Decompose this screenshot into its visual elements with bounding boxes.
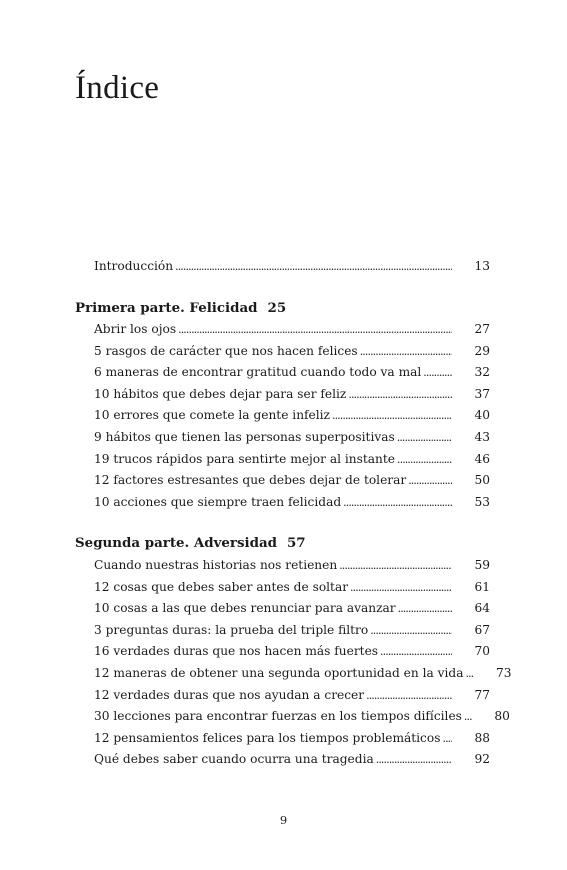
toc-entry[interactable] [94,579,490,596]
toc-entry-title: 10 acciones que siempre traen felicidad [94,494,342,509]
dot-leader [175,258,452,275]
dot-leader [408,472,452,489]
toc-entry-page: 61 [474,579,490,594]
toc-entry[interactable] [94,364,490,381]
part-label: Segunda parte. Adversidad [75,535,277,551]
toc-entry-page: 37 [474,386,490,401]
part-page: 57 [286,535,306,551]
toc-entry[interactable] [94,751,490,768]
toc-entry[interactable] [94,622,490,639]
toc-entry[interactable] [94,730,490,747]
dot-leader [464,708,472,725]
dot-leader [339,557,452,574]
toc-entry-page: 50 [474,473,490,488]
toc-entry-title: 12 pensamientos felices para los tiempos problemáticos [94,730,441,745]
toc-entry-page: 46 [474,451,490,466]
dot-leader [370,622,452,639]
part-heading-2[interactable] [75,535,306,551]
toc-entry[interactable] [94,386,490,403]
toc-entry-title: 10 errores que comete la gente infeliz [94,408,330,423]
toc-entry-page: 43 [474,430,490,444]
toc-entry-title: Qué debes saber cuando ocurra una tragedia [94,752,374,767]
page-number: 9 [279,813,288,827]
toc-entry-title: 19 trucos rápidos para sentirte mejor al instante [94,451,396,466]
dot-leader [360,343,452,360]
toc-entry[interactable] [94,557,490,574]
toc-entry[interactable] [94,321,490,338]
dot-leader [397,429,452,446]
toc-entry-page: 40 [474,408,490,423]
toc-entry-page: 70 [474,644,490,659]
toc-entry[interactable] [94,687,490,704]
toc-entry-page: 80 [494,709,510,724]
toc-entry-page: 13 [474,259,490,273]
toc-entry[interactable] [94,708,510,725]
dot-leader [423,364,452,381]
toc-entry[interactable] [94,472,490,489]
toc-entry-page: 64 [474,601,490,616]
toc-entry[interactable] [94,451,490,468]
toc-entry[interactable] [94,407,490,424]
toc-entry-page: 77 [474,687,490,702]
dot-leader [398,600,452,617]
dot-leader [348,386,452,403]
toc-entry-title: 5 rasgos de carácter que nos hacen felices [94,343,358,358]
toc-entry-page: 67 [474,622,490,637]
toc-entry-page: 53 [474,494,490,509]
toc-entry-title: 6 maneras de encontrar gratitud cuando todo va mal [94,365,422,380]
dot-leader [466,665,474,682]
toc-entry-page: 88 [474,730,490,745]
toc-entry-title: 10 cosas a las que debes renunciar para avanzar [94,601,396,616]
toc-entry[interactable] [94,429,490,446]
toc-entry[interactable] [94,600,490,617]
toc-entry-title: Cuando nuestras historias nos retienen [94,558,338,572]
toc-entry-page: 29 [474,343,490,358]
dot-leader [343,494,452,511]
toc-entry-title: 12 maneras de obtener una segunda oportunidad en la vida [94,666,464,680]
toc-entry-title: 16 verdades duras que nos hacen más fuertes [94,644,379,659]
toc-entry-title: 30 lecciones para encontrar fuerzas en los tiempos difíciles [94,709,462,724]
page-title: Índice [75,70,160,106]
dot-leader [442,730,452,747]
toc-entry-page: 73 [495,666,512,680]
toc-entry-page: 92 [474,752,490,767]
toc-entry-title: Abrir los ojos [94,322,177,336]
dot-leader [332,407,452,424]
toc-entry-title: 12 verdades duras que nos ayudan a crecer [94,687,365,702]
dot-leader [380,643,452,660]
toc-entry-title: 12 cosas que debes saber antes de soltar [94,579,349,594]
toc-entry-title: 10 hábitos que debes dejar para ser feliz [94,386,347,401]
toc-entry-page: 27 [474,322,490,336]
toc-entry-title: 9 hábitos que tienen las personas superpositivas [94,430,395,444]
toc-entry-introduction[interactable] [94,258,490,275]
dot-leader [366,687,452,704]
toc-entry[interactable] [94,643,490,660]
dot-leader [350,579,452,596]
part-label: Primera parte. Felicidad [75,300,258,316]
dot-leader [178,321,452,338]
toc-entry-title: Introducción [94,259,174,273]
toc-entry-page: 59 [474,558,490,572]
toc-entry-title: 12 factores estresantes que debes dejar de tolerar [94,473,407,488]
dot-leader [376,751,452,768]
part-heading-1[interactable] [75,300,286,316]
toc-entry[interactable] [94,494,490,511]
toc-entry[interactable] [94,665,512,682]
toc-entry-title: 3 preguntas duras: la prueba del triple filtro [94,622,369,637]
part-page: 25 [267,300,287,316]
toc-entry-page: 32 [474,365,490,380]
toc-entry[interactable] [94,343,490,360]
dot-leader [397,451,452,468]
